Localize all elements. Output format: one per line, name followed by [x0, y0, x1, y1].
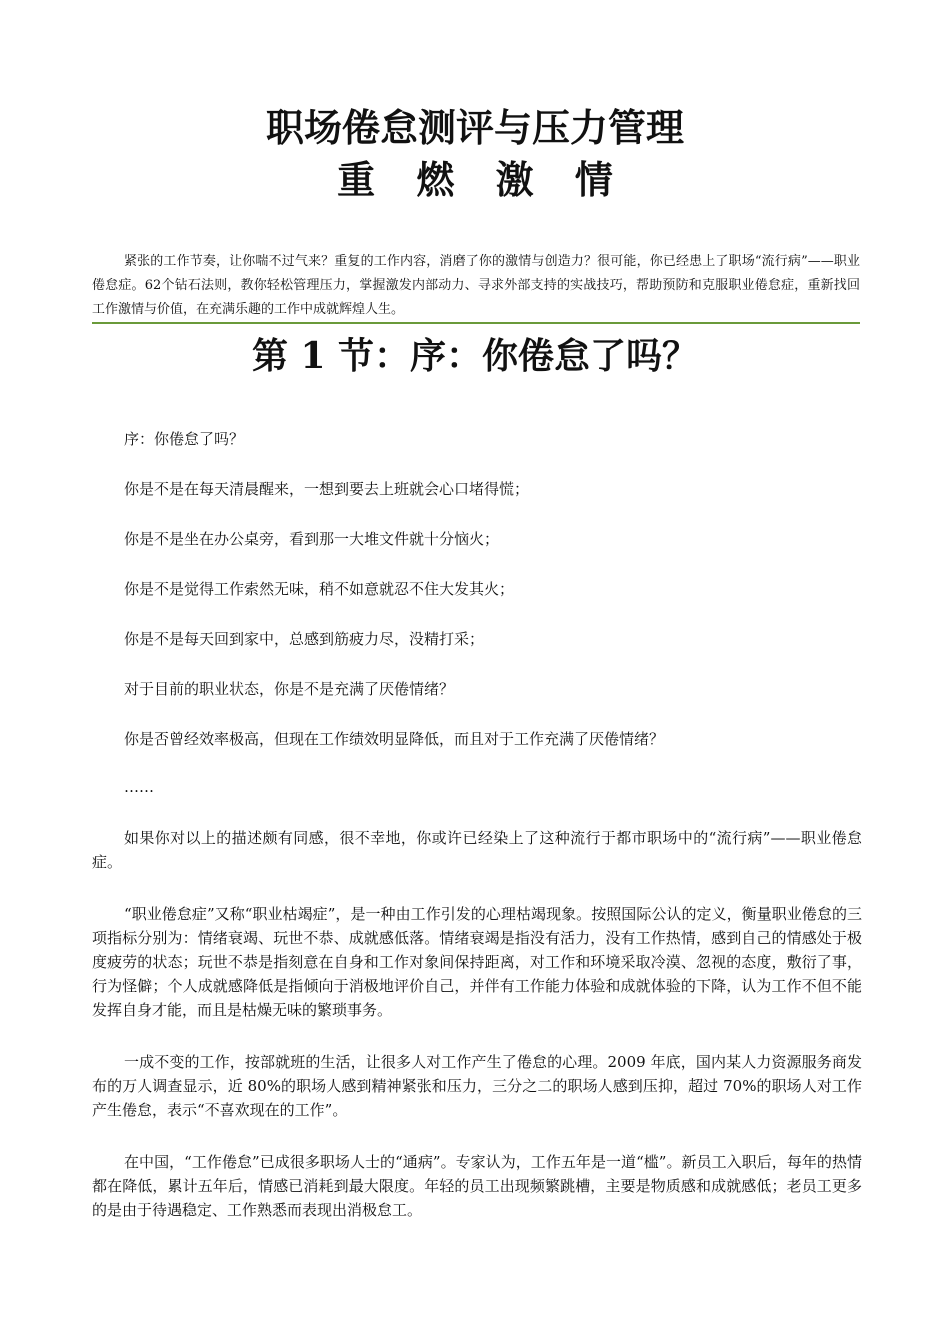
- section-title: 第 1 节：序：你倦怠了吗？: [251, 335, 699, 377]
- intro-paragraph: 紧张的工作节奏，让你喘不过气来？重复的工作内容，消磨了你的激情与创造力？很可能，你已经患上了职场“流行病”——职业倦怠症。62个钻石法则，教你轻松管理压力，掌握激发内部动力、寻求外部支持的实战技巧，帮助预防和克服职业倦怠症，重新找回工作激情与价值，在充满乐趣的工作中成就辉煌人生。: [92, 254, 860, 317]
- question-line: 序：你倦怠了吗？: [124, 430, 245, 448]
- question-line: 你是不是在每天清晨醒来，一想到要去上班就会心口堵得慌；: [124, 480, 530, 498]
- question-line: 你是不是坐在办公桌旁，看到那一大堆文件就十分恼火；: [124, 530, 500, 548]
- question-line: 你是否曾经效率极高，但现在工作绩效明显降低，而且对于工作充满了厌倦情绪？: [124, 730, 665, 748]
- body-paragraph: 如果你对以上的描述颇有同感，很不幸地，你或许已经染上了这种流行于都市职场中的“流行病”——职业倦怠症。: [92, 829, 862, 871]
- question-line: 你是不是每天回到家中，总感到筋疲力尽，没精打采；: [124, 630, 485, 648]
- question-line: 你是不是觉得工作索然无味，稍不如意就忍不住大发其火；: [124, 580, 515, 598]
- section-divider: [92, 322, 860, 324]
- document-subtitle: 重 燃 激 情: [337, 157, 627, 202]
- body-paragraph: “职业倦怠症”又称“职业枯竭症”，是一种由工作引发的心理枯竭现象。按照国际公认的定义，衡量职业倦怠的三项指标分别为：情绪衰竭、玩世不恭、成就感低落。情绪衰竭是指没有活力，没有工作热情，感到自己的情感处于极度疲劳的状态；玩世不恭是指刻意在自身和工作对象间保持距离，对工作和环境采取冷漠、忽视的态度，敷衍了事，行为怪僻；个人成就感降低是指倾向于消极地评价自己，并伴有工作能力体验和成就体验的下降，认为工作不但不能发挥自身才能，而且是枯燥无味的繁琐事务。: [92, 905, 862, 1019]
- body-paragraph: 在中国，“工作倦怠”已成很多职场人士的“通病”。专家认为，工作五年是一道“槛”。新员工入职后，每年的热情都在降低，累计五年后，情感已消耗到最大限度。年轻的员工出现频繁跳槽，主要是物质感和成就感低；老员工更多的是由于待遇稳定、工作熟悉而表现出消极怠工。: [92, 1153, 862, 1219]
- question-line: 对于目前的职业状态，你是不是充满了厌倦情绪？: [124, 680, 455, 698]
- body-paragraph: 一成不变的工作，按部就班的生活，让很多人对工作产生了倦怠的心理。2009 年底，国内某人力资源服务商发布的万人调查显示，近 80%的职场人感到精神紧张和压力，三分之二的职场人感到压抑，超过 70%的职场人对工作产生倦怠，表示“不喜欢现在的工作”。: [92, 1053, 862, 1119]
- document-title: 职场倦怠测评与压力管理: [265, 105, 684, 150]
- ellipsis-line: ……: [124, 778, 154, 796]
